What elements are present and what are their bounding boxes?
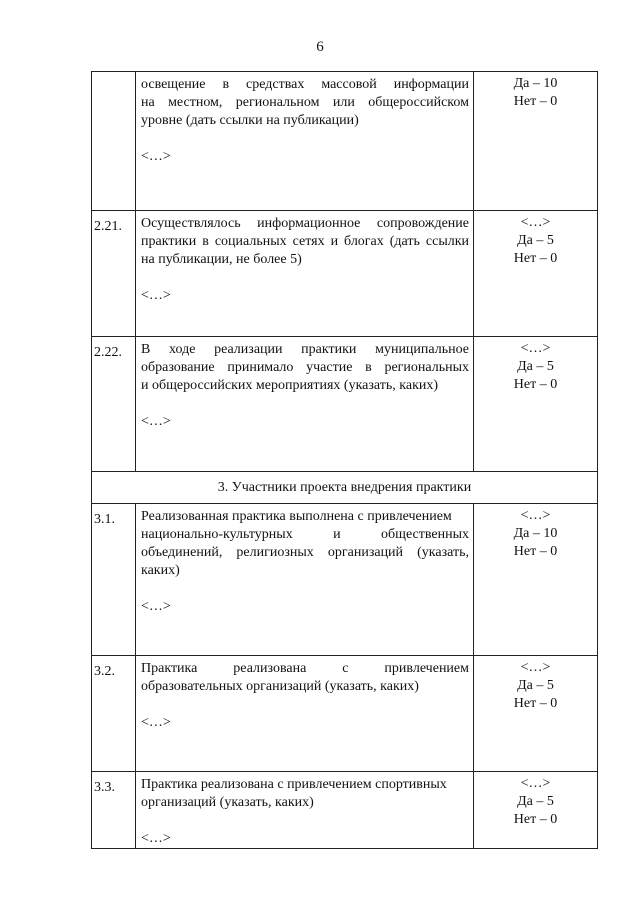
criterion-text-line: уровне (дать ссылки на публикации) [141,113,359,128]
table-row [92,211,598,337]
score-yes: Да – 5 [517,233,554,248]
row-number: 3.1. [92,504,136,656]
criterion-text [136,72,474,211]
criterion-text [136,656,474,772]
criterion-text [136,504,474,656]
criterion-text-line: образование принимало участие в региональных [141,360,469,375]
score-yes: Да – 5 [517,359,554,374]
score-no: Нет – 0 [513,544,558,559]
score-ellipsis: <…> [520,341,551,356]
score-yes: Да – 5 [517,794,554,809]
score-yes: Да – 5 [517,678,554,693]
criterion-text-line: Практика реализована с привлечением спортивных [141,777,447,792]
table-row [92,656,598,772]
row-number: 2.22. [92,337,136,472]
score-no: Нет – 0 [513,94,558,109]
ellipsis-placeholder: <…> [141,831,171,846]
criterion-text-line: объединений, религиозных организаций (указать, [141,545,469,560]
ellipsis-placeholder: <…> [141,599,171,614]
score-cell [474,337,598,472]
criterion-text-line: Реализованная практика выполнена с привлечением [141,509,452,524]
criterion-text [136,211,474,337]
criterion-text [136,337,474,472]
page-number: 6 [316,39,324,55]
score-cell [474,72,598,211]
table-row [92,772,598,849]
table-row [92,504,598,656]
criterion-text-line: образовательных организаций (указать, каких) [141,679,419,694]
ellipsis-placeholder: <…> [141,715,171,730]
score-ellipsis: <…> [520,660,551,675]
criterion-text-line: организаций (указать, каких) [141,795,314,810]
row-number: 3.3. [92,772,136,849]
section-header-row [92,472,598,504]
score-cell [474,656,598,772]
table-row [92,337,598,472]
criterion-text-line: каких) [141,563,180,578]
score-ellipsis: <…> [520,215,551,230]
row-number: 3.2. [92,656,136,772]
score-yes: Да – 10 [513,76,558,91]
score-yes: Да – 10 [513,526,558,541]
score-no: Нет – 0 [513,251,558,266]
criterion-text-line: В ходе реализации практики муниципальное [141,342,469,357]
score-no: Нет – 0 [513,377,558,392]
criterion-text-line: и общероссийских мероприятиях (указать, каких) [141,378,439,393]
criterion-text-line: практики в социальных сетях и блогах (дать ссылки [141,234,469,249]
score-no: Нет – 0 [513,696,558,711]
criterion-text [136,772,474,849]
ellipsis-placeholder: <…> [141,149,171,164]
score-ellipsis: <…> [520,508,551,523]
row-number: 2.21. [92,211,136,337]
row-number [92,72,136,211]
criterion-text-line: на публикации, не более 5) [141,252,302,267]
score-cell [474,211,598,337]
ellipsis-placeholder: <…> [141,414,171,429]
criterion-text-line: национально-культурных и общественных [141,527,469,542]
score-cell [474,772,598,849]
ellipsis-placeholder: <…> [141,288,171,303]
criteria-table [91,71,598,849]
criterion-text-line: Осуществлялось информационное сопровождение [141,216,469,231]
criterion-text-line: Практика реализована с привлечением [141,661,469,676]
table-row [92,72,598,211]
criterion-text-line: на местном, региональном или общероссийском [141,95,469,110]
score-no: Нет – 0 [513,812,558,827]
section-title: 3. Участники проекта внедрения практики [92,472,598,504]
score-ellipsis: <…> [520,776,551,791]
score-cell [474,504,598,656]
criterion-text-line: освещение в средствах массовой информации [141,77,469,92]
